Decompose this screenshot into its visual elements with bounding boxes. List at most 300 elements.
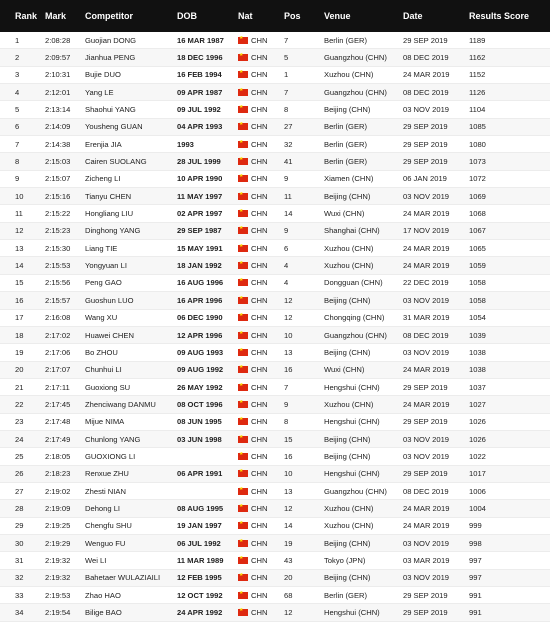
china-flag-icon — [238, 384, 248, 391]
date-cell: 24 MAR 2019 — [403, 209, 450, 219]
results-score-cell: 1054 — [469, 313, 486, 323]
rank-cell: 19 — [15, 347, 24, 357]
dob-cell: 06 JUL 1992 — [177, 538, 221, 548]
table-body — [0, 32, 550, 622]
competitor-link[interactable]: Bilige BAO — [85, 608, 122, 618]
dob-cell: 11 MAY 1997 — [177, 191, 223, 201]
mark-cell: 2:18:05 — [45, 451, 71, 461]
competitor-link[interactable]: Liang TIE — [85, 243, 118, 253]
date-cell: 03 NOV 2019 — [403, 573, 450, 583]
results-score-cell: 1006 — [469, 486, 486, 496]
china-flag-icon — [238, 141, 248, 148]
nat-code: CHN — [251, 503, 268, 513]
venue-cell: Berlin (GER) — [324, 122, 368, 132]
nat-code: CHN — [251, 451, 268, 461]
competitor-link[interactable]: Erenjia JIA — [85, 139, 122, 149]
mark-cell: 2:10:31 — [45, 70, 71, 80]
date-cell: 03 MAR 2019 — [403, 555, 450, 565]
pos-cell: 41 — [284, 157, 293, 167]
mark-cell: 2:12:01 — [45, 87, 71, 97]
table-row — [0, 275, 550, 292]
nat-cell — [238, 53, 284, 62]
nat-code: CHN — [251, 226, 268, 236]
venue-cell: Xuzhou (CHN) — [324, 503, 374, 513]
nat-cell — [238, 487, 284, 496]
pos-cell: 7 — [284, 382, 289, 392]
competitor-link[interactable]: Guojian DONG — [85, 35, 137, 45]
rank-cell: 22 — [15, 399, 24, 409]
competitor-link[interactable]: Guoxiong SU — [85, 382, 131, 392]
date-cell: 29 SEP 2019 — [403, 139, 448, 149]
pos-cell: 12 — [284, 608, 293, 618]
table-row — [0, 483, 550, 500]
competitor-link[interactable]: Tianyu CHEN — [85, 191, 132, 201]
mark-cell: 2:19:32 — [45, 555, 71, 565]
results-score-cell: 1037 — [469, 382, 486, 392]
results-score-cell: 1039 — [469, 330, 486, 340]
nat-cell — [238, 504, 284, 513]
date-cell: 24 MAR 2019 — [403, 521, 450, 531]
date-cell: 03 NOV 2019 — [403, 105, 450, 115]
dob-cell: 19 JAN 1997 — [177, 521, 222, 531]
nat-cell — [238, 435, 284, 444]
dob-cell: 08 OCT 1996 — [177, 399, 223, 409]
china-flag-icon — [238, 332, 248, 339]
competitor-link[interactable]: Wei LI — [85, 555, 107, 565]
competitor-link[interactable]: Yongyuan LI — [85, 261, 127, 271]
nat-code: CHN — [251, 122, 268, 132]
nat-cell — [238, 140, 284, 149]
rank-cell: 33 — [15, 590, 24, 600]
venue-cell: Guangzhou (CHN) — [324, 87, 387, 97]
table-header — [0, 0, 550, 32]
competitor-link[interactable]: Peng GAO — [85, 278, 122, 288]
nat-code: CHN — [251, 53, 268, 63]
china-flag-icon — [238, 89, 248, 96]
table-row — [0, 518, 550, 535]
competitor-link[interactable]: Yang LE — [85, 87, 114, 97]
rank-cell: 11 — [15, 209, 23, 219]
dob-cell: 09 JUL 1992 — [177, 105, 221, 115]
china-flag-icon — [238, 158, 248, 165]
pos-cell: 11 — [284, 191, 292, 201]
results-score-cell: 1059 — [469, 261, 486, 271]
nat-code: CHN — [251, 417, 268, 427]
date-cell: 29 SEP 2019 — [403, 417, 448, 427]
rank-cell: 3 — [15, 70, 20, 80]
venue-cell: Hengshui (CHN) — [324, 417, 380, 427]
mark-cell: 2:15:23 — [45, 226, 71, 236]
date-cell: 29 SEP 2019 — [403, 590, 448, 600]
china-flag-icon — [238, 227, 248, 234]
pos-cell: 19 — [284, 538, 293, 548]
mark-cell: 2:15:57 — [45, 295, 71, 305]
nat-code: CHN — [251, 590, 268, 600]
results-score-cell: 1027 — [469, 399, 486, 409]
table-row — [0, 119, 550, 136]
nat-cell — [238, 469, 284, 478]
venue-cell: Wuxi (CHN) — [324, 365, 365, 375]
venue-cell: Berlin (GER) — [324, 157, 368, 167]
competitor-link[interactable]: Shaohui YANG — [85, 105, 136, 115]
dob-cell: 08 JUN 1995 — [177, 417, 222, 427]
china-flag-icon — [238, 436, 248, 443]
competitor-link[interactable]: Guoshun LUO — [85, 295, 134, 305]
nat-cell — [238, 244, 284, 253]
date-cell: 06 JAN 2019 — [403, 174, 447, 184]
dob-cell: 12 OCT 1992 — [177, 590, 223, 600]
mark-cell: 2:15:16 — [45, 191, 71, 201]
venue-cell: Shanghai (CHN) — [324, 226, 380, 236]
venue-cell: Xuzhou (CHN) — [324, 70, 374, 80]
china-flag-icon — [238, 193, 248, 200]
dob-cell: 16 AUG 1996 — [177, 278, 224, 288]
venue-cell: Guangzhou (CHN) — [324, 486, 387, 496]
table-row — [0, 396, 550, 413]
results-score-cell: 999 — [469, 521, 482, 531]
nat-cell — [238, 209, 284, 218]
rank-cell: 31 — [15, 555, 24, 565]
competitor-link[interactable]: Cairen SUOLANG — [85, 157, 147, 167]
nat-cell — [238, 365, 284, 374]
nat-cell — [238, 573, 284, 582]
competitor-link[interactable]: Jianhua PENG — [85, 53, 136, 63]
results-score-cell: 1080 — [469, 139, 486, 149]
date-cell: 03 NOV 2019 — [403, 347, 450, 357]
date-cell: 24 MAR 2019 — [403, 399, 450, 409]
competitor-link[interactable]: Yousheng GUAN — [85, 122, 143, 132]
nat-cell — [238, 331, 284, 340]
mark-cell: 2:15:22 — [45, 209, 71, 219]
results-score-cell: 997 — [469, 555, 482, 565]
date-cell: 29 SEP 2019 — [403, 122, 448, 132]
table-row — [0, 587, 550, 604]
venue-cell: Berlin (GER) — [324, 590, 368, 600]
pos-cell: 13 — [284, 486, 293, 496]
china-flag-icon — [238, 418, 248, 425]
results-score-cell: 1038 — [469, 365, 486, 375]
results-score-cell: 1067 — [469, 226, 486, 236]
competitor-link[interactable]: Wenguo FU — [85, 538, 126, 548]
rank-cell: 34 — [15, 608, 24, 618]
results-score-cell: 1058 — [469, 278, 486, 288]
nat-code: CHN — [251, 469, 268, 479]
rank-cell: 5 — [15, 105, 20, 115]
dob-cell: 1993 — [177, 139, 194, 149]
competitor-link[interactable]: Dehong LI — [85, 503, 121, 513]
dob-cell: 08 AUG 1995 — [177, 503, 224, 513]
dob-cell: 16 APR 1996 — [177, 295, 223, 305]
header-dob[interactable]: DOB — [177, 11, 197, 21]
nat-code: CHN — [251, 521, 268, 531]
china-flag-icon — [238, 470, 248, 477]
china-flag-icon — [238, 540, 248, 547]
mark-cell: 2:19:29 — [45, 538, 71, 548]
results-score-cell: 1069 — [469, 191, 486, 201]
china-flag-icon — [238, 262, 248, 269]
competitor-link[interactable]: Chunhui LI — [85, 365, 122, 375]
mark-cell: 2:19:54 — [45, 608, 71, 618]
nat-cell — [238, 313, 284, 322]
dob-cell: 03 JUN 1998 — [177, 434, 222, 444]
china-flag-icon — [238, 557, 248, 564]
competitor-link[interactable]: Zicheng LI — [85, 174, 121, 184]
competitor-link[interactable]: Renxue ZHU — [85, 469, 129, 479]
nat-cell — [238, 348, 284, 357]
competitor-link[interactable]: Chengfu SHU — [85, 521, 132, 531]
nat-cell — [238, 591, 284, 600]
table-row — [0, 466, 550, 483]
venue-cell: Chongqing (CHN) — [324, 313, 385, 323]
mark-cell: 2:15:03 — [45, 157, 71, 167]
date-cell: 24 MAR 2019 — [403, 70, 450, 80]
pos-cell: 5 — [284, 53, 289, 63]
table-row — [0, 67, 550, 84]
dob-cell: 28 JUL 1999 — [177, 157, 221, 167]
rank-cell: 24 — [15, 434, 24, 444]
nat-cell — [238, 556, 284, 565]
dob-cell: 12 APR 1996 — [177, 330, 223, 340]
nat-code: CHN — [251, 261, 268, 271]
venue-cell: Beijing (CHN) — [324, 451, 371, 461]
rank-cell: 29 — [15, 521, 24, 531]
table-row — [0, 84, 550, 101]
china-flag-icon — [238, 592, 248, 599]
mark-cell: 2:15:07 — [45, 174, 71, 184]
mark-cell: 2:14:09 — [45, 122, 71, 132]
table-row — [0, 205, 550, 222]
competitor-link[interactable]: Bahetaer WULAZIAILI — [85, 573, 161, 583]
mark-cell: 2:17:48 — [45, 417, 71, 427]
competitor-link[interactable]: Huawei CHEN — [85, 330, 134, 340]
nat-code: CHN — [251, 365, 268, 375]
competitor-link[interactable]: Mijue NIMA — [85, 417, 125, 427]
results-score-cell: 1104 — [469, 105, 486, 115]
header-results-score[interactable]: Results Score — [469, 11, 529, 21]
pos-cell: 10 — [284, 330, 293, 340]
rank-cell: 25 — [15, 451, 24, 461]
dob-cell: 02 APR 1997 — [177, 209, 223, 219]
nat-cell — [238, 88, 284, 97]
china-flag-icon — [238, 279, 248, 286]
nat-code: CHN — [251, 486, 268, 496]
competitor-link[interactable]: Bujie DUO — [85, 70, 121, 80]
dob-cell: 29 SEP 1987 — [177, 226, 222, 236]
header-mark[interactable]: Mark — [45, 11, 67, 21]
nat-code: CHN — [251, 35, 268, 45]
venue-cell: Hengshui (CHN) — [324, 382, 380, 392]
nat-cell — [238, 417, 284, 426]
header-venue[interactable]: Venue — [324, 11, 351, 21]
table-row — [0, 570, 550, 587]
results-score-cell: 1017 — [469, 469, 486, 479]
competitor-link[interactable]: Zhao HAO — [85, 590, 121, 600]
venue-cell: Tokyo (JPN) — [324, 555, 366, 565]
mark-cell: 2:19:09 — [45, 503, 71, 513]
date-cell: 08 DEC 2019 — [403, 330, 449, 340]
table-row — [0, 362, 550, 379]
dob-cell: 10 APR 1990 — [177, 174, 223, 184]
mark-cell: 2:09:57 — [45, 53, 71, 63]
table-row — [0, 500, 550, 517]
nat-code: CHN — [251, 347, 268, 357]
table-row — [0, 448, 550, 465]
china-flag-icon — [238, 54, 248, 61]
pos-cell: 7 — [284, 35, 289, 45]
mark-cell: 2:19:02 — [45, 486, 71, 496]
venue-cell: Berlin (GER) — [324, 139, 368, 149]
nat-code: CHN — [251, 278, 268, 288]
table-row — [0, 552, 550, 569]
date-cell: 08 DEC 2019 — [403, 486, 449, 496]
table-row — [0, 327, 550, 344]
competitor-link[interactable]: Chunlong YANG — [85, 434, 141, 444]
mark-cell: 2:17:02 — [45, 330, 71, 340]
pos-cell: 4 — [284, 261, 289, 271]
header-rank[interactable]: Rank — [15, 11, 38, 21]
date-cell: 29 SEP 2019 — [403, 608, 448, 618]
date-cell: 29 SEP 2019 — [403, 35, 448, 45]
venue-cell: Beijing (CHN) — [324, 347, 371, 357]
date-cell: 29 SEP 2019 — [403, 157, 448, 167]
china-flag-icon — [238, 609, 248, 616]
results-score-cell: 1126 — [469, 87, 486, 97]
pos-cell: 8 — [284, 417, 289, 427]
nat-code: CHN — [251, 313, 268, 323]
venue-cell: Guangzhou (CHN) — [324, 330, 387, 340]
pos-cell: 16 — [284, 451, 293, 461]
date-cell: 03 NOV 2019 — [403, 434, 450, 444]
results-score-cell: 997 — [469, 573, 482, 583]
venue-cell: Beijing (CHN) — [324, 191, 371, 201]
dob-cell: 09 AUG 1992 — [177, 365, 224, 375]
nat-code: CHN — [251, 538, 268, 548]
china-flag-icon — [238, 210, 248, 217]
date-cell: 08 DEC 2019 — [403, 87, 449, 97]
table-row — [0, 49, 550, 66]
dob-cell: 06 APR 1991 — [177, 469, 223, 479]
table-row — [0, 535, 550, 552]
nat-cell — [238, 296, 284, 305]
date-cell: 03 NOV 2019 — [403, 191, 450, 201]
nat-code: CHN — [251, 87, 268, 97]
results-score-cell: 1004 — [469, 503, 486, 513]
results-score-cell: 998 — [469, 538, 482, 548]
china-flag-icon — [238, 505, 248, 512]
nat-cell — [238, 226, 284, 235]
china-flag-icon — [238, 366, 248, 373]
date-cell: 29 SEP 2019 — [403, 469, 448, 479]
date-cell: 08 DEC 2019 — [403, 53, 449, 63]
rank-cell: 2 — [15, 53, 20, 63]
results-score-cell: 1152 — [469, 70, 486, 80]
nat-cell — [238, 36, 284, 45]
mark-cell: 2:15:56 — [45, 278, 71, 288]
venue-cell: Hengshui (CHN) — [324, 469, 380, 479]
nat-code: CHN — [251, 139, 268, 149]
competitor-link[interactable]: Zhesti NIAN — [85, 486, 126, 496]
mark-cell: 2:15:53 — [45, 261, 71, 271]
pos-cell: 27 — [284, 122, 293, 132]
pos-cell: 20 — [284, 573, 293, 583]
rank-cell: 4 — [15, 87, 20, 97]
pos-cell: 9 — [284, 174, 289, 184]
results-score-cell: 991 — [469, 590, 482, 600]
mark-cell: 2:17:45 — [45, 399, 71, 409]
china-flag-icon — [238, 401, 248, 408]
header-competitor[interactable]: Competitor — [85, 11, 133, 21]
rank-cell: 12 — [15, 226, 24, 236]
results-score-cell: 1058 — [469, 295, 486, 305]
pos-cell: 13 — [284, 347, 293, 357]
competitor-link[interactable]: GUOXIONG LI — [85, 451, 136, 461]
nat-cell — [238, 122, 284, 131]
pos-cell: 12 — [284, 503, 293, 513]
results-score-cell: 1072 — [469, 174, 486, 184]
venue-cell: Dongguan (CHN) — [324, 278, 383, 288]
rank-cell: 1 — [15, 35, 20, 45]
results-score-cell: 1189 — [469, 35, 486, 45]
china-flag-icon — [238, 453, 248, 460]
rank-cell: 7 — [15, 139, 20, 149]
table-row — [0, 171, 550, 188]
dob-cell: 26 MAY 1992 — [177, 382, 223, 392]
rank-cell: 30 — [15, 538, 24, 548]
venue-cell: Xuzhou (CHN) — [324, 261, 374, 271]
competitor-link[interactable]: Zhenciwang DANMU — [85, 399, 156, 409]
rank-cell: 15 — [15, 278, 24, 288]
nat-code: CHN — [251, 157, 268, 167]
header-date[interactable]: Date — [403, 11, 423, 21]
header-pos[interactable]: Pos — [284, 11, 301, 21]
rank-cell: 10 — [15, 191, 24, 201]
pos-cell: 1 — [284, 70, 289, 80]
header-nat[interactable]: Nat — [238, 11, 253, 21]
table-row — [0, 136, 550, 153]
venue-cell: Beijing (CHN) — [324, 105, 371, 115]
venue-cell: Beijing (CHN) — [324, 295, 371, 305]
mark-cell: 2:16:08 — [45, 313, 71, 323]
mark-cell: 2:19:32 — [45, 573, 71, 583]
pos-cell: 8 — [284, 105, 289, 115]
pos-cell: 14 — [284, 209, 293, 219]
nat-code: CHN — [251, 434, 268, 444]
results-score-cell: 1026 — [469, 434, 486, 444]
competitor-link[interactable]: Dinghong YANG — [85, 226, 141, 236]
table-row — [0, 292, 550, 309]
results-score-cell: 1068 — [469, 209, 486, 219]
date-cell: 31 MAR 2019 — [403, 313, 450, 323]
competitor-link[interactable]: Bo ZHOU — [85, 347, 118, 357]
dob-cell: 09 AUG 1993 — [177, 347, 224, 357]
nat-code: CHN — [251, 608, 268, 618]
competitor-link[interactable]: Wang XU — [85, 313, 118, 323]
table-row — [0, 310, 550, 327]
date-cell: 03 NOV 2019 — [403, 451, 450, 461]
competitor-link[interactable]: Hongliang LIU — [85, 209, 134, 219]
nat-code: CHN — [251, 295, 268, 305]
date-cell: 17 NOV 2019 — [403, 226, 450, 236]
pos-cell: 68 — [284, 590, 293, 600]
nat-cell — [238, 192, 284, 201]
nat-code: CHN — [251, 105, 268, 115]
venue-cell: Beijing (CHN) — [324, 434, 371, 444]
pos-cell: 4 — [284, 278, 289, 288]
nat-cell — [238, 174, 284, 183]
nat-code: CHN — [251, 209, 268, 219]
venue-cell: Wuxi (CHN) — [324, 209, 365, 219]
nat-code: CHN — [251, 243, 268, 253]
